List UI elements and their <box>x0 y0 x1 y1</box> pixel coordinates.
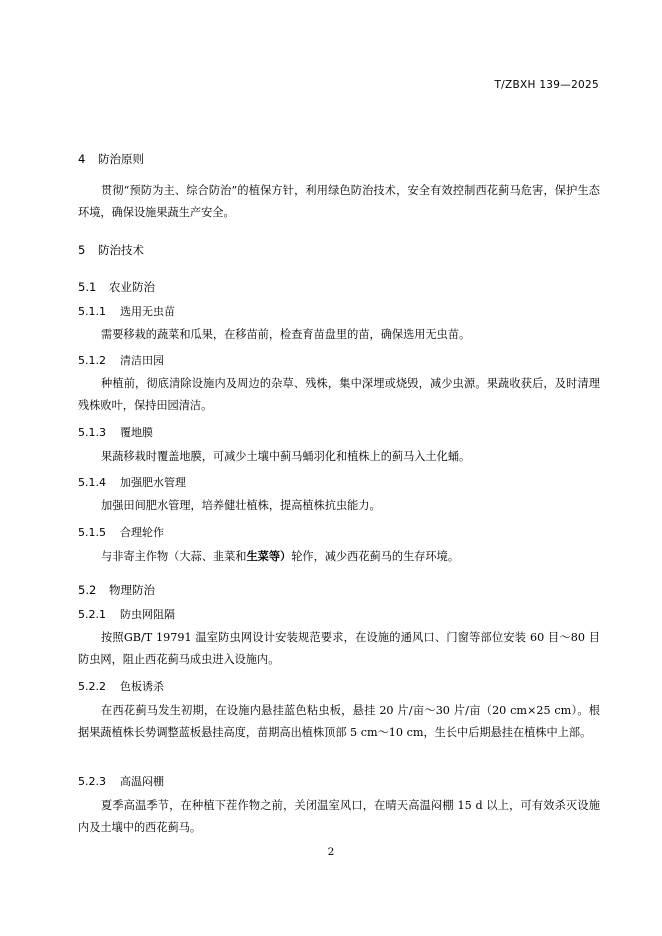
section-title: 物理防治 <box>109 583 155 597</box>
section-title: 防治原则 <box>98 152 144 166</box>
section-5-1-5-paragraph <box>78 545 600 568</box>
section-title: 色板诱杀 <box>120 680 164 693</box>
text-run: 与非寄主作物（大蒜、韭菜和 <box>101 550 247 563</box>
section-heading-5-1-1 <box>78 303 175 319</box>
page-number: 2 <box>327 846 335 858</box>
section-heading-5 <box>78 242 144 258</box>
section-heading-5-1-5 <box>78 524 164 540</box>
section-number: 5.1.2 <box>78 354 106 367</box>
section-title: 防治技术 <box>98 243 144 257</box>
section-heading-4 <box>78 151 144 167</box>
section-title: 防虫网阻隔 <box>120 608 175 621</box>
section-heading-5-2-3 <box>78 773 164 789</box>
section-number: 5.1.5 <box>78 526 106 539</box>
section-number: 5.1.4 <box>78 476 106 489</box>
section-title: 加强肥水管理 <box>120 476 186 489</box>
section-heading-5-1-3 <box>78 424 153 440</box>
section-title: 农业防治 <box>109 280 155 294</box>
section-number: 4 <box>78 152 86 166</box>
section-4-paragraph: 贯彻“预防为主、综合防治”的植保方针，利用绿色防治技术，安全有效控制西花蓟马危害，保护生态环境，确保设施果蔬生产安全。 <box>78 184 600 219</box>
section-heading-5-1 <box>78 279 155 295</box>
section-5-1-4-paragraph: 加强田间肥水管理，培养健壮植株，提高植株抗虫能力。 <box>101 499 381 512</box>
section-number: 5 <box>78 243 86 257</box>
section-heading-5-2 <box>78 582 155 598</box>
section-title: 覆地膜 <box>120 426 153 439</box>
section-number: 5.2.3 <box>78 775 106 788</box>
text-run: 轮作，减少西花蓟马的生存环境。 <box>291 550 460 563</box>
section-heading-5-1-2 <box>78 352 164 368</box>
section-5-1-1-paragraph: 需要移栽的蔬菜和瓜果，在移苗前，检查育苗盘里的苗，确保选用无虫苗。 <box>101 328 471 341</box>
section-5-2-1-paragraph: 按照GB/T 19791 温室防虫网设计安装规范要求，在设施的通风口、门窗等部位安装 60 目～80 目防虫网，阻止西花蓟马成虫进入设施内。 <box>78 631 600 666</box>
section-5-1-3-paragraph: 果蔬移栽时覆盖地膜，可减少土壤中蓟马蛹羽化和植株上的蓟马入土化蛹。 <box>101 450 471 463</box>
section-heading-5-1-4 <box>78 474 186 490</box>
section-title: 清洁田园 <box>120 354 164 367</box>
section-title: 选用无虫苗 <box>120 305 175 318</box>
section-number: 5.1.3 <box>78 426 106 439</box>
section-title: 合理轮作 <box>120 526 164 539</box>
section-title: 高温闷棚 <box>120 775 164 788</box>
section-number: 5.2.2 <box>78 680 106 693</box>
section-5-2-2-paragraph: 在西花蓟马发生初期，在设施内悬挂蓝色粘虫板，悬挂 20 片/亩～30 片/亩（20 cm×25 cm）。根据果蔬植株长势调整蓝板悬挂高度，苗期高出植株顶部 5 cm～10 cm，生长中后期悬挂在植株中上部。 <box>78 704 600 739</box>
section-5-1-2-paragraph: 种植前，彻底清除设施内及周边的杂草、残株，集中深埋或烧毁，减少虫源。果蔬收获后，及时清理残株败叶，保持田园清洁。 <box>78 377 600 412</box>
document-code: T/ZBXH 139—2025 <box>494 79 599 91</box>
bold-text-run: 生菜等） <box>246 549 292 563</box>
section-heading-5-2-2 <box>78 678 164 694</box>
section-number: 5.2 <box>78 583 97 597</box>
section-heading-5-2-1 <box>78 606 175 622</box>
section-number: 5.1.1 <box>78 305 106 318</box>
section-5-2-3-paragraph: 夏季高温季节，在种植下茬作物之前，关闭温室风口，在晴天高温闷棚 15 d 以上，可有效杀灭设施内及土壤中的西花蓟马。 <box>78 799 600 834</box>
section-number: 5.1 <box>78 280 97 294</box>
section-number: 5.2.1 <box>78 608 106 621</box>
